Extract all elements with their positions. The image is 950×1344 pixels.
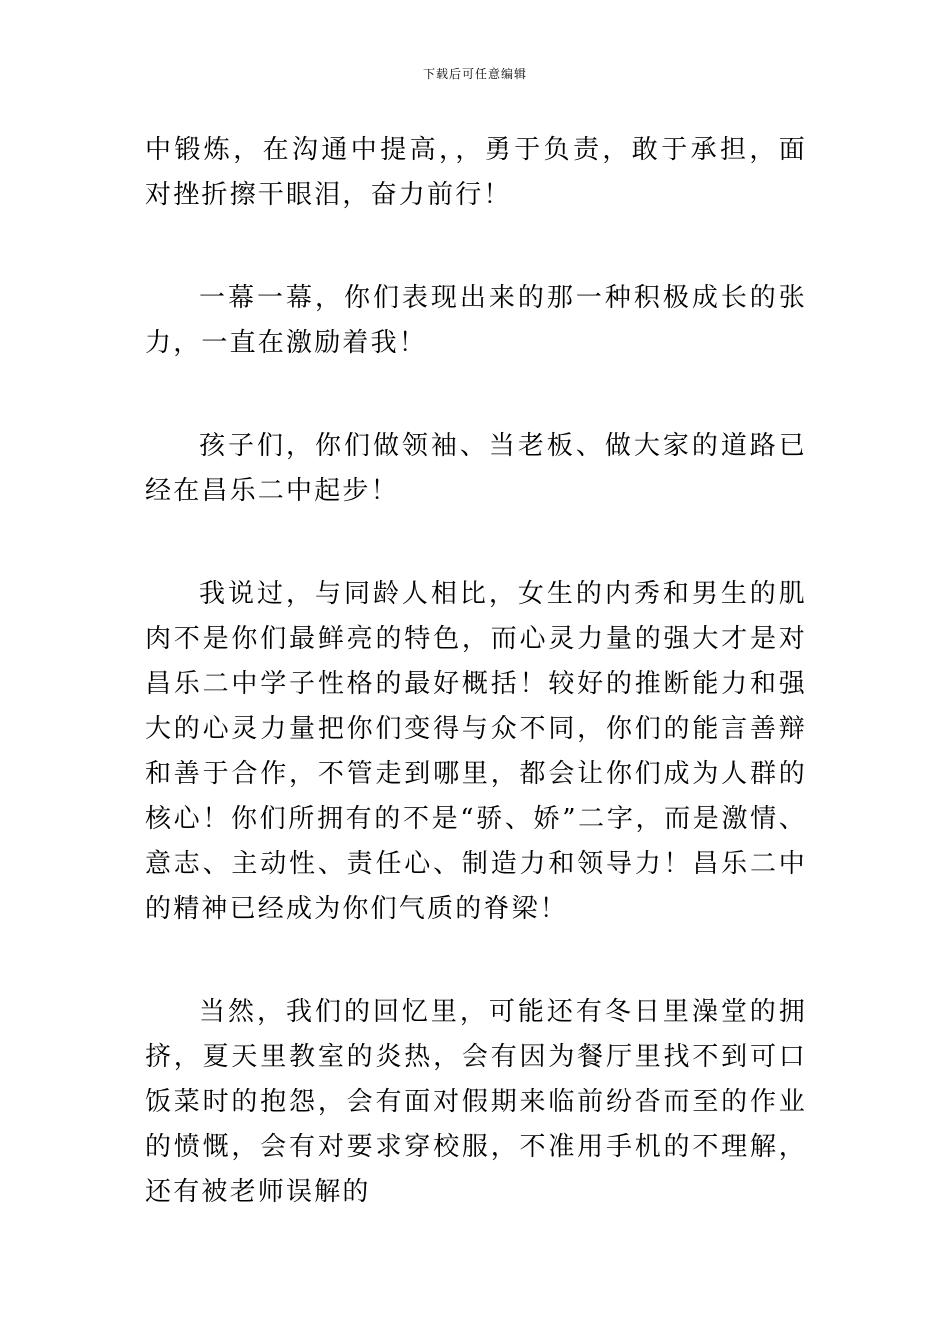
paragraph-2: 一幕一幕，你们表现出来的那一种积极成长的张力，一直在激励着我！ [145, 283, 807, 358]
document-body [145, 128, 807, 1273]
paragraph-5: 当然，我们的回忆里，可能还有冬日里澡堂的拥挤，夏天里教室的炎热，会有因为餐厅里找不到可口饭菜时的抱怨，会有面对假期来临前纷沓而至的作业的愤慨，会有对要求穿校服，不准用手机的不理解，还有被老师误解的 [145, 997, 807, 1207]
header-note: 下载后可任意编辑 [422, 67, 527, 81]
paragraph-1: 中锻炼，在沟通中提高，，勇于负责，敢于承担，面对挫折擦干眼泪，奋力前行！ [145, 135, 807, 210]
paragraph-3: 孩子们，你们做领袖、当老板、做大家的道路已经在昌乐二中起步！ [145, 431, 807, 506]
paragraph-4: 我说过，与同龄人相比，女生的内秀和男生的肌肉不是你们最鲜亮的特色，而心灵力量的强大才是对昌乐二中学子性格的最好概括！较好的推断能力和强大的心灵力量把你们变得与众不同，你们的能言善辩和善于合作，不管走到哪里，都会让你们成为人群的核心！你们所拥有的不是“骄、娇”二字，而是激情、意志、主动性、责任心、制造力和领导力！昌乐二中的精神已经成为你们气质的脊梁！ [145, 579, 807, 924]
